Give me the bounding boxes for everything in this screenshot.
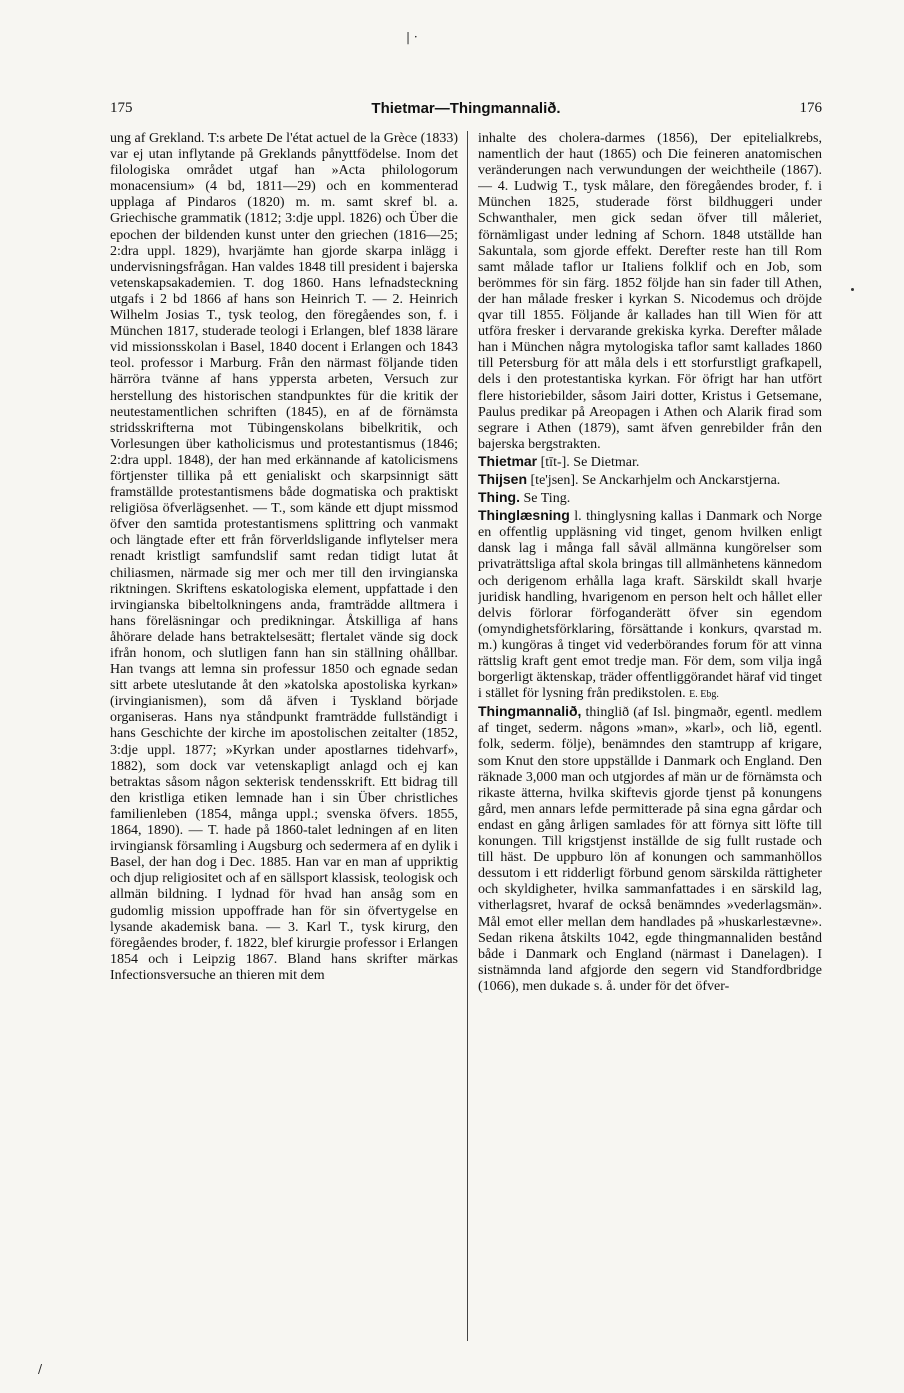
right-column bbox=[478, 131, 822, 1371]
margin-speck bbox=[851, 288, 854, 291]
entry-text: [te'jsen]. Se Anckarhjelm och Anckarstjerna. bbox=[527, 472, 781, 488]
entry-headword: Thijsen bbox=[478, 470, 528, 487]
entry-headword: Thing. bbox=[478, 489, 520, 506]
entry-thing bbox=[478, 489, 822, 507]
top-margin-mark: | · bbox=[406, 30, 418, 44]
author-signature: E. Ebg. bbox=[689, 689, 719, 701]
column-divider bbox=[467, 131, 468, 1341]
entry-text: thinglið (af Isl. þingmaðr, egentl. medlem af tinget, sederm. någons »man», »karl», och lið, egentl. folk, sederm. följe), benämndes den stamtrupp af krigare, som Knut den store uppställde i Danmark och England. Den räknade 3,000 man och utgjordes af män ur de förnämsta och rikaste ätterna, hvilka skiftevis gjorde tjenst på konungens gård, men annars lefde permitterade på sina egna gårdar och endast en gång årligen samlades för att förnya sitt löfte till konungen. Till krigstjenst inställde de sig fullt rustade och till häst. De uppburo lön af konungen och sammanhöllos dessutom i ett ridderligt förbund genom särskilda rättigheter och skyldigheter, hvilka sammanfattades i en särskild lag, vitherlagsret, hvaraf de också benämndes »vederlagsmän». Mål emot eller mellan dem handlades på »huskarlestævne». Sedan rikena åtskilts 1042, egde thingmannaliden bestånd både i Danmark och England (närmast i Danelagen). I sistnämnda land afgjorde den segern vid Standfordbridge (1066), men dukade s. å. under för det öfver- bbox=[478, 705, 822, 994]
page-number-right: 176 bbox=[799, 100, 822, 116]
entry-thinglaesning bbox=[478, 507, 822, 703]
running-title: Thietmar—Thingmannalið. bbox=[371, 100, 561, 117]
entry-text: [tīt-]. Se Dietmar. bbox=[537, 454, 640, 470]
right-column-intro: inhalte des cholera-darmes (1856), Der epitelialkrebs, namentlich der haut (1865) och Die feineren anatomischen veränderungen nach verwundungen der weichtheile (1867). — 4. Ludwig T., tysk målare, den föregåendes broder, f. i München 1825, studerade först bildhuggeri under Schwanthaler, men gick sedan öfver till måleriet, förnämligast under ledning af Schorn. 1848 utställde han Sakuntala, som gjorde effekt. Derefter reste han till Rom samt målade taflor ur Italiens folklif och en Job, som berömmes för sin färg. 1852 följde han sin fader till Athen, der han målade fresker i kyrkan S. Nicodemus och dröjde qvar till 1855. Följande år kallades han till Wien för att utföra fresker i dervarande grekiska kyrka. Derefter målade han i München några mytologiska taflor samt kallades 1860 till Petersburg för att måla dels i ett storfurstligt grafkapell, dels i den protestantiska kyrkan. För öfrigt har han utfört flere historiebilder, såsom Jairi dotter, Kristus i Getsemane, Paulus predikar på Areopagen i Athen och Alarik firad som segrare i Athen (1879), samt äfven genrebilder från den bajerska bergstrakten. bbox=[478, 131, 822, 452]
entry-headword: Thietmar bbox=[478, 452, 538, 469]
bottom-margin-mark: / bbox=[38, 1362, 43, 1376]
entry-thietmar bbox=[478, 453, 822, 471]
left-column-text: ung af Grekland. T:s arbete De l'état actuel de la Grèce (1833) var ej utan inflytande på Greklands pånyttfödelse. Inom det filologiska området utgaf han »Acta philologorum monacensium» (4 bd, 1811—29) och en kommenterad upplaga af Pindaros (1820) m. m. samt skref bl. a. Griechische grammatik (1812; 3:dje uppl. 1826) och Über die epochen der bildenden kunst unter den griechen (1816—25; 2:dra uppl. 1829), hvarjämte han gjorde skarpa inlägg i undervisningsfrågan. Han valdes 1848 till president i bajerska vetenskapsakademien. T. dog 1860. Hans lefnadsteckning utgafs i 2 bd 1866 af hans son Heinrich T. — 2. Heinrich Wilhelm Josias T., tysk teolog, den föregåendes son, f. i München 1817, studerade teologi i Erlangen, blef 1838 lärare vid missionsskolan i Basel, 1840 docent i Erlangen och 1843 teol. professor i Marburg. Från den närmast följande tiden härröra tvänne af hans yppersta arbeten, Versuch zur herstellung des historischen standpunktes für die kritik der neutestamentlichen schriften (1845), en af de förnämsta stridsskrifterna mot Tübingenskolans bibelkritik, och Vorlesungen über katholicismus und protestantismus (1846; 2:dra uppl. 1848), der han med erkännande af katolicismens förtjenster tillika på ett genialiskt och skarpsinnigt sätt framställde protestantismens både dogmatiska och praktiskt religiösa öfverlägsenhet. — T., som kände ett djupt missmod öfver den samtida protestantismens splittring och vanmakt och längtade efter ett från förverldsligande inflytelser mera renadt kristligt samfundslif samt redan tidigt lutat åt chiliasmen, närmade sig mer och mer till den irvingianska riktningen. Skriftens eskatologiska element, uppfattade i den irvingianska bibeltolkningens anda, framträdde alltmera i hans föreläsningar och predikningar. Åtskilliga af hans åhörare delade hans betraktelsesätt; flertalet vände sig dock ifrån honom, och slutligen fann han sin ställning ohållbar. Han tvangs att lemna sin professur 1850 och egnade sedan sitt arbete uteslutande åt den »katolska apostoliska kyrkan» (irvingianismen), som då äfven i Tyskland började organiseras. Hans nya ståndpunkt framträdde fullständigt i hans Geschichte der kirche im apostolischen zeitalter (1852, 3:dje uppl. 1877; »Kyrkan under apostlarnes tidehvarf», 1882), som dock var vetenskapligt anlagd och ej kan betraktas såsom någon sekterisk tendensskrift. Ett bidrag till den kristliga etiken lemnade han i sin Über christliches familienleben (1854, många uppl.; svenska öfvers. 1855, 1864, 1890). — T. hade på 1860-talet ledningen af en liten irvingiansk församling i Augsburg och sedermera af en dylik i Basel, der han dog i Dec. 1885. Han var en man af uppriktig och djup religiositet och af en sällsport klassisk, teologisk och allmän bildning. I lydnad för hvad han ansåg som en gudomlig mission uppoffrade han för sin öfvertygelse en lysande akademisk bana. — 3. Karl T., tysk kirurg, den föregåendes broder, f. 1822, blef kirurgie professor i Erlangen 1854 och i Leipzig 1867. Bland hans skrifter märkas Infectionsversuche an thieren mit dem bbox=[110, 131, 458, 983]
entry-thingmannalid bbox=[478, 703, 822, 995]
entry-headword: Thingmannalið, bbox=[478, 703, 582, 720]
entry-text: l. thinglysning kallas i Danmark och Norge en offentlig uppläsning vid tinget, genom hvilken enligt dansk lag i många fall såväl allmänna kungörelser som privaträttsliga aftal skola bringas till allmänhetens kännedom och derigenom erhålla laga kraft. Särskildt skall hvarje juridisk handling, hvarigenom en person helt och hållet eller delvis förlorar förfoganderätt öfver sin egendom (omyndighetsförklaring, försättande i konkurs, qvarstad m. m.) kungöras å tinget vid vederbörandes forum för att vinna rättslig kraft gent emot tredje man. För dem, som vilja ingå borgerligt äktenskap, träder offentliggörandet häraf vid tinget i stället för lysning från predikstolen. bbox=[478, 509, 822, 702]
page-header bbox=[110, 100, 822, 120]
entry-headword: Thinglæsning bbox=[478, 507, 570, 524]
entry-thijsen bbox=[478, 471, 822, 489]
page-number-left: 175 bbox=[110, 100, 133, 116]
entry-text: Se Ting. bbox=[520, 491, 571, 507]
left-column bbox=[110, 131, 458, 1371]
